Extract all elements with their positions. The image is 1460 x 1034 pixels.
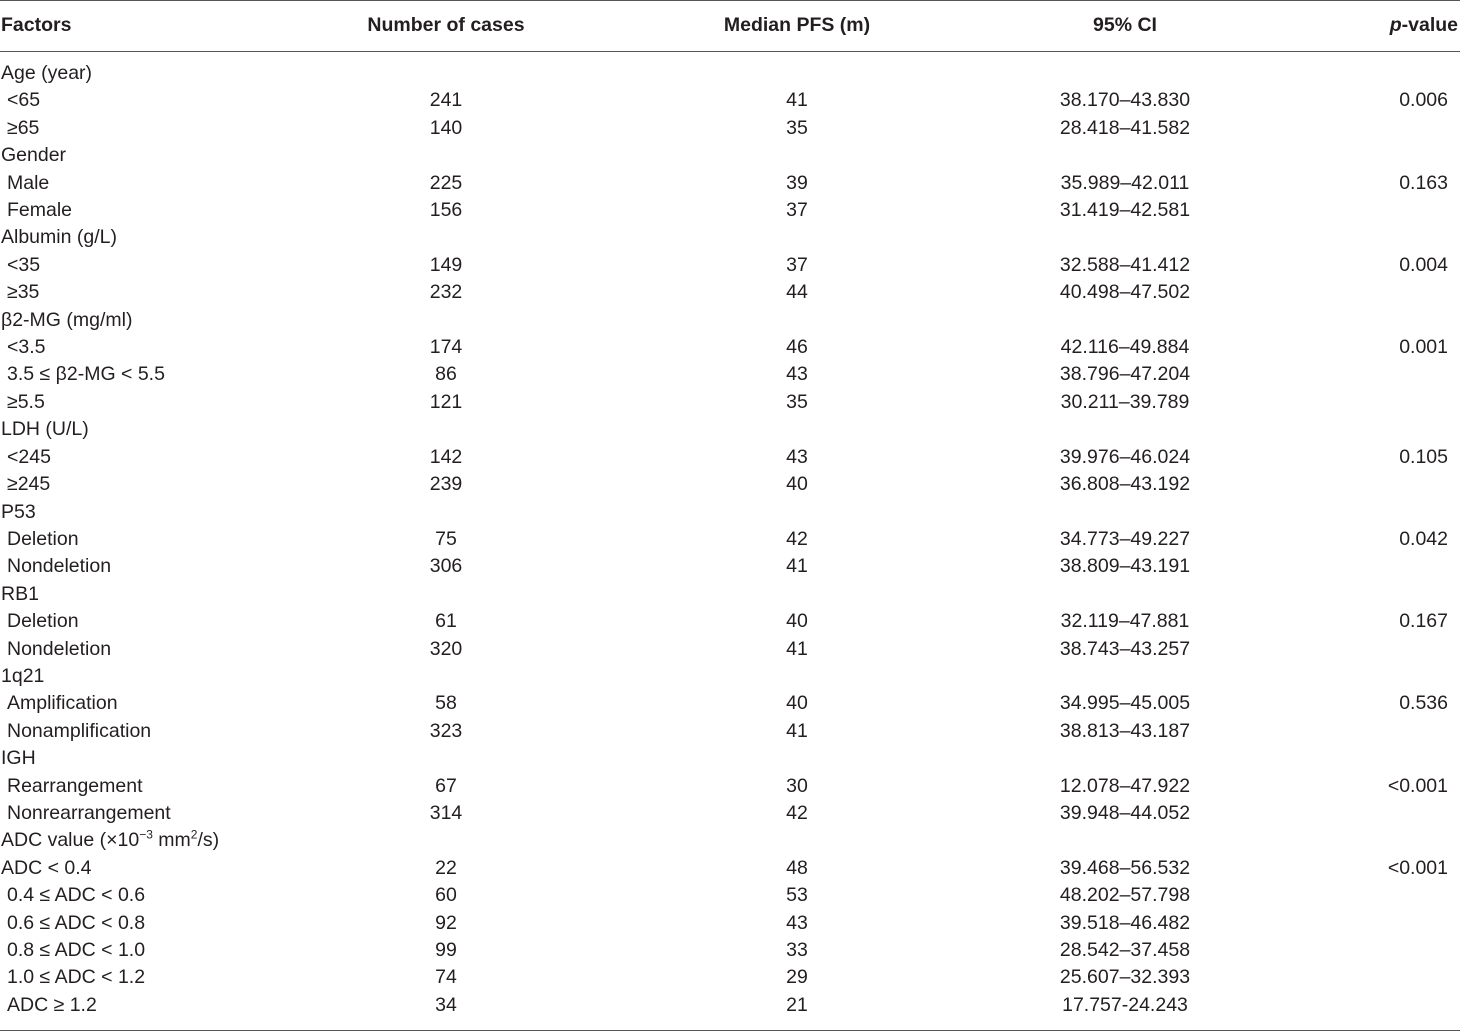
group-label: RB1: [1, 582, 39, 605]
ci-cell: 17.757-24.243: [1062, 993, 1188, 1016]
table-row: [0, 773, 1460, 800]
table-row: [0, 444, 1460, 471]
cases-cell: 60: [435, 884, 457, 907]
p-value-cell: <0.001: [1387, 774, 1448, 797]
group-header-row: [0, 745, 1460, 772]
table-row: [0, 964, 1460, 991]
factor-label: 0.6 ≤ ADC < 0.8: [7, 911, 146, 934]
table-row: [0, 608, 1460, 635]
group-label: β2-MG (mg/ml): [1, 308, 133, 331]
median-pfs-cell: 37: [786, 199, 808, 222]
ci-cell: 34.995–45.005: [1059, 692, 1191, 715]
ci-cell: 38.170–43.830: [1059, 89, 1191, 112]
p-value-cell: 0.042: [1399, 527, 1448, 550]
group-header-row: [0, 827, 1460, 854]
median-pfs-cell: 46: [786, 336, 808, 359]
p-value-cell: [1248, 882, 1460, 909]
cases-cell: 22: [435, 856, 457, 879]
p-value-cell: [1248, 964, 1460, 991]
p-value-cell: 0.004: [1399, 253, 1448, 276]
median-pfs-cell: 43: [786, 911, 808, 934]
header-p-italic: p: [1389, 14, 1402, 37]
group-header-row: [0, 581, 1460, 608]
ci-cell: 48.202–57.798: [1059, 884, 1191, 907]
median-pfs-cell: 29: [786, 966, 808, 989]
group-label: 1q21: [1, 664, 45, 687]
p-value-cell: [1248, 115, 1460, 142]
cases-cell: 239: [429, 473, 463, 496]
median-pfs-cell: 40: [786, 473, 808, 496]
header-p-value: [1248, 0, 1460, 52]
p-value-cell: 0.167: [1399, 610, 1448, 633]
table-row: [0, 252, 1460, 279]
median-pfs-cell: 37: [786, 253, 808, 276]
factor-label: Nondeletion: [7, 555, 112, 578]
group-label: IGH: [1, 747, 36, 770]
p-value-cell: [1248, 553, 1460, 580]
p-value-cell: [1248, 718, 1460, 745]
p-value-cell: 0.105: [1399, 445, 1448, 468]
table-row: [0, 910, 1460, 937]
table-row: [0, 361, 1460, 388]
header-number-of-cases: Number of cases: [367, 14, 525, 37]
ci-cell: 35.989–42.011: [1060, 171, 1190, 194]
cases-cell: 61: [435, 610, 457, 633]
table-bottom-rule: [0, 1030, 1460, 1031]
table-row: [0, 526, 1460, 553]
factor-label: Nonamplification: [7, 719, 152, 742]
factor-label: 1.0 ≤ ADC < 1.2: [7, 966, 146, 989]
cases-cell: 232: [429, 281, 463, 304]
table-row: [0, 389, 1460, 416]
factor-label: Deletion: [7, 610, 79, 633]
table-row: [0, 937, 1460, 964]
p-value-cell: [1248, 937, 1460, 964]
factor-label: <35: [7, 253, 41, 276]
median-pfs-cell: 43: [786, 363, 808, 386]
table-row: [0, 334, 1460, 361]
factor-label: ≥245: [7, 473, 51, 496]
table-row: [0, 170, 1460, 197]
median-pfs-cell: 21: [786, 993, 808, 1016]
ci-cell: 30.211–39.789: [1060, 390, 1190, 413]
table-row: [0, 882, 1460, 909]
cases-cell: 320: [429, 637, 463, 660]
cases-cell: 74: [435, 966, 457, 989]
cases-cell: 314: [429, 801, 463, 824]
adc-label-part: mm: [152, 829, 191, 852]
header-row: [0, 0, 1460, 52]
table-row: [0, 553, 1460, 580]
ci-cell: 38.743–43.257: [1059, 637, 1191, 660]
median-pfs-cell: 42: [786, 527, 808, 550]
p-value-cell: [1248, 636, 1460, 663]
p-value-cell: [1248, 910, 1460, 937]
p-value-cell: [1248, 389, 1460, 416]
group-label: LDH (U/L): [1, 418, 89, 441]
median-pfs-cell: 48: [786, 856, 808, 879]
table-row: [0, 800, 1460, 827]
cases-cell: 121: [429, 390, 463, 413]
table-row: [0, 471, 1460, 498]
p-value-cell: [1248, 279, 1460, 306]
p-value-cell: 0.001: [1399, 336, 1448, 359]
ci-cell: 38.796–47.204: [1059, 363, 1191, 386]
header-95-ci: 95% CI: [1093, 14, 1157, 37]
factor-label: Amplification: [7, 692, 118, 715]
p-value-cell: [1248, 800, 1460, 827]
factor-label: Deletion: [7, 527, 79, 550]
factor-label: Nondeletion: [7, 637, 112, 660]
table-row: [0, 636, 1460, 663]
median-pfs-cell: 44: [786, 281, 808, 304]
group-header-row: [0, 224, 1460, 251]
median-pfs-cell: 53: [786, 884, 808, 907]
cases-cell: 34: [435, 993, 457, 1016]
table-header: [0, 0, 1460, 52]
ci-cell: 25.607–32.393: [1059, 966, 1191, 989]
cases-cell: 156: [429, 199, 463, 222]
median-pfs-cell: 42: [786, 801, 808, 824]
ci-cell: 42.116–49.884: [1060, 336, 1190, 359]
factor-label: 0.4 ≤ ADC < 0.6: [7, 884, 146, 907]
median-pfs-cell: 41: [786, 637, 808, 660]
header-median-pfs: Median PFS (m): [723, 14, 871, 37]
ci-cell: 31.419–42.581: [1059, 199, 1191, 222]
factor-label: <3.5: [7, 336, 46, 359]
p-value-cell: <0.001: [1387, 856, 1448, 879]
header-factors: Factors: [1, 14, 72, 37]
factor-label: <245: [7, 445, 51, 468]
factor-label: Male: [7, 171, 50, 194]
ci-cell: 28.418–41.582: [1059, 116, 1191, 139]
ci-cell: 12.078–47.922: [1059, 774, 1191, 797]
table-row: [0, 115, 1460, 142]
cases-cell: 306: [429, 555, 463, 578]
header-p-suffix: -value: [1401, 14, 1458, 37]
median-pfs-cell: 41: [786, 555, 808, 578]
factor-label: Rearrangement: [7, 774, 143, 797]
median-pfs-cell: 35: [786, 390, 808, 413]
ci-cell: 32.588–41.412: [1059, 253, 1191, 276]
cases-cell: 225: [429, 171, 463, 194]
ci-cell: 39.948–44.052: [1059, 801, 1191, 824]
ci-cell: 38.809–43.191: [1059, 555, 1191, 578]
factor-label: <65: [7, 89, 41, 112]
table-row: [0, 718, 1460, 745]
p-value-cell: [1248, 361, 1460, 388]
ci-cell: 39.976–46.024: [1059, 445, 1191, 468]
cases-cell: 99: [435, 939, 457, 961]
table-row: [0, 87, 1460, 114]
cases-cell: 92: [435, 911, 457, 934]
factor-label: 3.5 ≤ β2-MG < 5.5: [7, 363, 165, 386]
factor-label: ≥5.5: [7, 390, 45, 413]
table-row: [0, 279, 1460, 306]
ci-cell: 39.518–46.482: [1059, 911, 1191, 934]
group-header-row: [0, 499, 1460, 526]
group-header-row: [0, 60, 1460, 87]
median-pfs-cell: 30: [786, 774, 808, 797]
median-pfs-cell: 35: [786, 116, 808, 139]
unit-exponent: −3: [139, 827, 153, 842]
factor-label: ADC ≥ 1.2: [7, 993, 97, 1016]
p-value-cell: [1248, 471, 1460, 498]
cases-cell: 241: [429, 89, 463, 112]
median-pfs-cell: 40: [786, 692, 808, 715]
factor-label: Nonrearrangement: [7, 801, 171, 824]
factor-label: 0.8 ≤ ADC < 1.0: [7, 939, 146, 961]
cases-cell: 86: [435, 363, 457, 386]
cases-cell: 323: [429, 719, 463, 742]
cases-cell: 75: [435, 527, 457, 550]
factor-label: ADC < 0.4: [1, 856, 92, 879]
ci-cell: 34.773–49.227: [1059, 527, 1191, 550]
p-value-cell: 0.006: [1399, 89, 1448, 112]
group-header-row: [0, 142, 1460, 169]
median-pfs-cell: 41: [786, 89, 808, 112]
group-label: Albumin (g/L): [1, 226, 117, 249]
p-value-cell: [1248, 197, 1460, 224]
median-pfs-cell: 43: [786, 445, 808, 468]
group-header-row: [0, 307, 1460, 334]
cases-cell: 140: [429, 116, 463, 139]
cases-cell: 58: [435, 692, 457, 715]
ci-cell: 39.468–56.532: [1059, 856, 1191, 879]
group-header-row: [0, 663, 1460, 690]
cases-cell: 149: [429, 253, 463, 276]
adc-group-label: [0, 827, 1460, 854]
table-row: [0, 855, 1460, 882]
factor-label: ≥65: [7, 116, 40, 139]
table-body: [0, 52, 1460, 1019]
group-label: Gender: [1, 144, 67, 167]
p-value-cell: 0.163: [1399, 171, 1448, 194]
median-pfs-cell: 41: [786, 719, 808, 742]
p-value-cell: [1248, 992, 1460, 1019]
adc-label-part: ADC value (×10: [1, 829, 140, 852]
cases-cell: 142: [429, 445, 463, 468]
median-pfs-cell: 39: [786, 171, 808, 194]
ci-cell: 32.119–47.881: [1060, 610, 1190, 633]
unit-exponent: 2: [190, 827, 198, 842]
median-pfs-cell: 33: [786, 939, 808, 961]
group-header-row: [0, 416, 1460, 443]
cases-cell: 174: [429, 336, 463, 359]
ci-cell: 36.808–43.192: [1059, 473, 1191, 496]
table-row: [0, 690, 1460, 717]
cases-cell: 67: [435, 774, 457, 797]
factor-label: ≥35: [7, 281, 40, 304]
table-row: [0, 197, 1460, 224]
p-value-cell: 0.536: [1399, 692, 1448, 715]
ci-cell: 38.813–43.187: [1059, 719, 1191, 742]
ci-cell: 28.542–37.458: [1059, 939, 1191, 961]
group-label: P53: [1, 500, 36, 523]
table-row: [0, 992, 1460, 1019]
adc-label-part: /s): [197, 829, 220, 852]
group-label: Age (year): [1, 62, 93, 84]
factor-label: Female: [7, 199, 73, 222]
median-pfs-cell: 40: [786, 610, 808, 633]
ci-cell: 40.498–47.502: [1059, 281, 1191, 304]
